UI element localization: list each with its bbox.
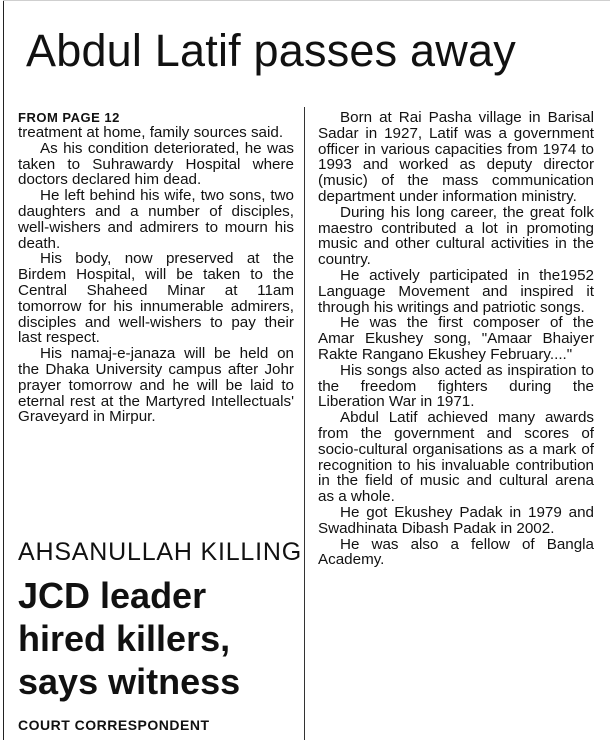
second-story-headline: JCD leader hired killers, says witness <box>18 575 241 702</box>
article-paragraph: His namaj-e-janaza will be held on the Dhaka University campus after Johr prayer tomorrow and he will be laid to eternal rest at the Martyred Intellectuals' Graveyard in Mirpur. <box>18 345 294 426</box>
article-paragraph: He got Ekushey Padak in 1979 and Swadhinata Dibash Padak in 2002. <box>318 503 594 537</box>
second-story-byline: COURT CORRESPONDENT <box>18 717 210 733</box>
article-paragraph: He left behind his wife, two sons, two daughters and a number of disciples, well-wishers and admirers to mourn his death. <box>18 187 294 252</box>
article-column-left <box>18 110 294 425</box>
article-paragraph: As his condition deteriorated, he was taken to Suhrawardy Hospital where doctors declared him dead. <box>18 139 294 189</box>
article-paragraph: He actively participated in the1952 Language Movement and inspired it through his writings and patriotic songs. <box>318 266 594 316</box>
column-divider <box>304 107 305 740</box>
article-column-right <box>318 110 594 568</box>
page-top-rule <box>3 0 610 1</box>
article-paragraph: Abdul Latif achieved many awards from the government and scores of socio-cultural organisations as a mark of recognition to his invaluable contribution in the field of music and cultural arena as a whole. <box>318 409 594 506</box>
article-headline: Abdul Latif passes away <box>26 25 516 76</box>
article-paragraph: His body, now preserved at the Birdem Hospital, will be taken to the Central Shaheed Minar at 11am tomorrow for his innumerable admirers, disciples and well-wishers to pay their last respect. <box>18 250 294 347</box>
article-paragraph: His songs also acted as inspiration to the freedom fighters during the Liberation War in 1971. <box>318 361 594 411</box>
article-paragraph: He was the first composer of the Amar Ekushey song, "Amaar Bhaiyer Rakte Rangano Ekushey February...." <box>318 314 594 363</box>
article-paragraph: Born at Rai Pasha village in Barisal Sadar in 1927, Latif was a government officer in various capacities from 1974 to 1993 and worked as deputy director (music) of the mass communication department under information ministry. <box>318 109 594 205</box>
continued-from-label: FROM PAGE 12 <box>18 110 120 125</box>
article-paragraph: treatment at home, family sources said. <box>18 124 284 141</box>
article-paragraph: During his long career, the great folk maestro contributed a lot in promoting music and other cultural activities in the country. <box>318 203 594 269</box>
page-left-rule <box>3 0 4 740</box>
second-story-kicker: AHSANULLAH KILLING <box>18 538 302 566</box>
article-paragraph: He was also a fellow of Bangla Academy. <box>318 535 594 569</box>
